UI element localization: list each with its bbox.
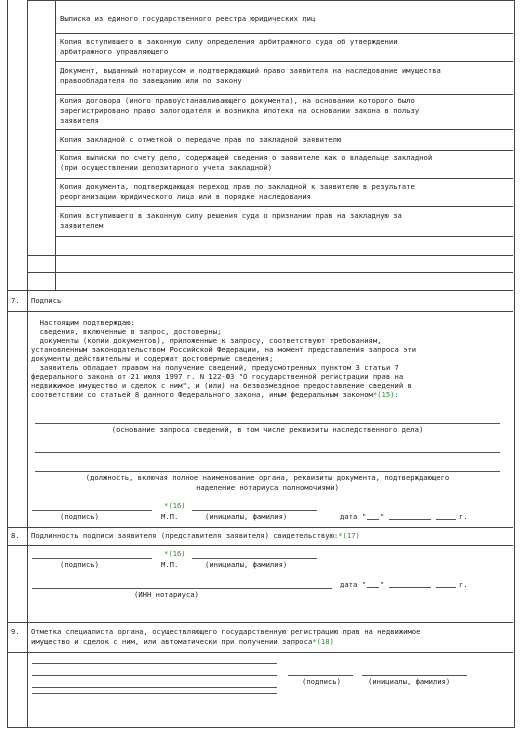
section-number: 7. — [11, 296, 20, 305]
date-year-label: г. — [459, 580, 468, 589]
position-line-2 — [35, 471, 500, 472]
row-line — [55, 61, 513, 62]
doc-row-2: Копия вступившего в законную силу определения арбитражного суда об утверждении арбитражного управляющего — [60, 37, 398, 56]
note-line[interactable] — [32, 687, 277, 688]
signature-line — [32, 510, 152, 511]
initials-line — [192, 558, 317, 559]
position-line-1 — [35, 452, 500, 453]
stamp-label: М.П. — [161, 560, 179, 569]
signature-label: (подпись) — [60, 560, 99, 569]
doc-row-1: Выписка из единого государственного реестра юридических лиц — [60, 14, 316, 23]
row-line — [55, 236, 513, 237]
footnote-ref[interactable]: *(17) — [338, 531, 360, 540]
signature-label: (подпись) — [302, 677, 341, 686]
date-year-line[interactable] — [436, 587, 456, 588]
initials-line[interactable] — [362, 675, 467, 676]
footnote-ref[interactable]: *(18) — [312, 637, 334, 646]
date-quote: " — [380, 512, 385, 521]
doc-row-7: Копия документа, подтверждающая переход прав по закладной к заявителю в результате реорганизации юридического лица или в порядке наследования — [60, 182, 415, 201]
doc-column-divider — [55, 0, 56, 290]
doc-row-8: Копия вступившего в законную силу решения суда о признании прав на закладную за заявителем — [60, 211, 402, 230]
inn-line[interactable] — [32, 588, 332, 589]
date-label: дата — [340, 580, 358, 589]
basis-line — [35, 423, 500, 424]
section-title: Подлинность подписи заявителя (представителя заявителя) свидетельствую:*(17) — [31, 531, 360, 540]
row-line — [55, 206, 513, 207]
signature-line[interactable] — [288, 675, 353, 676]
row-line — [55, 94, 513, 95]
doc-row-6: Копия выписки по счету депо, содержащей сведения о заявителе как о владельце закладной (при осуществлении депозитарного учета закладной) — [60, 153, 433, 172]
section-title: Отметка специалиста органа, осуществляющего государственную регистрацию прав на недвижимое имущество и сделок с ним, или автоматически при получении запроса*(18) — [31, 627, 421, 646]
position-label: (должность, включая полное наименование органа, реквизиты документа, подтверждающего наделение нотариуса полномочиями) — [85, 473, 450, 492]
inn-label: (ИНН нотариуса) — [134, 590, 199, 599]
doc-row-4: Копия договора (иного правоустанавливающего документа), на основании которого было зарегистрировано право залогодателя и возникла ипотека на основании закона в пользу заявителя — [60, 96, 420, 125]
initials-line — [192, 510, 317, 511]
row-line — [27, 272, 513, 273]
row-line — [55, 33, 513, 34]
section-line — [7, 311, 513, 312]
date-quote: " — [362, 512, 367, 521]
row-line — [55, 178, 513, 179]
section-line — [7, 527, 513, 528]
initials-label: (инициалы, фамилия) — [368, 677, 451, 686]
date-month-line[interactable] — [389, 519, 431, 520]
section-title: Подпись — [31, 296, 62, 305]
footnote-ref[interactable]: *(16) — [164, 501, 186, 510]
initials-label: (инициалы, фамилия) — [205, 512, 288, 521]
stamp-label: М.П. — [161, 512, 179, 521]
doc-row-5: Копия закладной с отметкой о передаче прав по закладной заявителю — [60, 135, 342, 144]
date-quote: " — [362, 580, 367, 589]
section-number: 9. — [11, 627, 20, 636]
section-line — [7, 652, 513, 653]
doc-row-3: Документ, выданный нотариусом и подтверждающий право заявителя на наследование имущества правообладателя по завещанию или по закону — [60, 66, 441, 85]
basis-label: (основание запроса сведений, в том числе реквизиты наследственного дела) — [111, 425, 424, 434]
signature-label: (подпись) — [60, 512, 99, 521]
row-line — [55, 129, 513, 130]
date-day-line[interactable] — [367, 587, 379, 588]
date-label: дата — [340, 512, 358, 521]
date-year-line[interactable] — [436, 519, 456, 520]
note-line[interactable] — [32, 693, 277, 694]
section-line — [7, 622, 513, 623]
section-number: 8. — [11, 531, 20, 540]
date-year-label: г. — [459, 512, 468, 521]
row-line — [55, 150, 513, 151]
note-line[interactable] — [32, 675, 277, 676]
section-line — [7, 290, 513, 291]
row-line — [27, 255, 513, 256]
signature-line — [32, 558, 152, 559]
footnote-ref[interactable]: *(16) — [164, 549, 186, 558]
note-line[interactable] — [32, 663, 277, 664]
date-day-line[interactable] — [367, 519, 379, 520]
date-month-line[interactable] — [389, 587, 431, 588]
confirmation-text: Настоящим подтверждаю: сведения, включенные в запрос, достоверны; документы (копии документов), приложенные к запросу, соответствуют требованиям, установленным законодательством Российской Федерации, на момент представления запроса эти документы действительны и содержат достоверные сведения; заявитель обладает правом на получение сведений, предусмотренных пунктом 3 статьи 7 федерального закона от 21 июля 1997 г. N 122-ФЗ "О государственной регистрации прав на недвижимое имущество и сделок с ним", и (или) на безвозмездное предоставление сведений в соответствии со статьей 8 данного Федерального закона, иным федеральным законом*(15): — [31, 318, 417, 399]
date-quote: " — [380, 580, 385, 589]
initials-label: (инициалы, фамилия) — [205, 560, 288, 569]
footnote-ref[interactable]: *(15) — [372, 390, 395, 399]
section-line — [7, 545, 513, 546]
number-column-divider — [27, 0, 28, 727]
row-line — [27, 0, 514, 1]
